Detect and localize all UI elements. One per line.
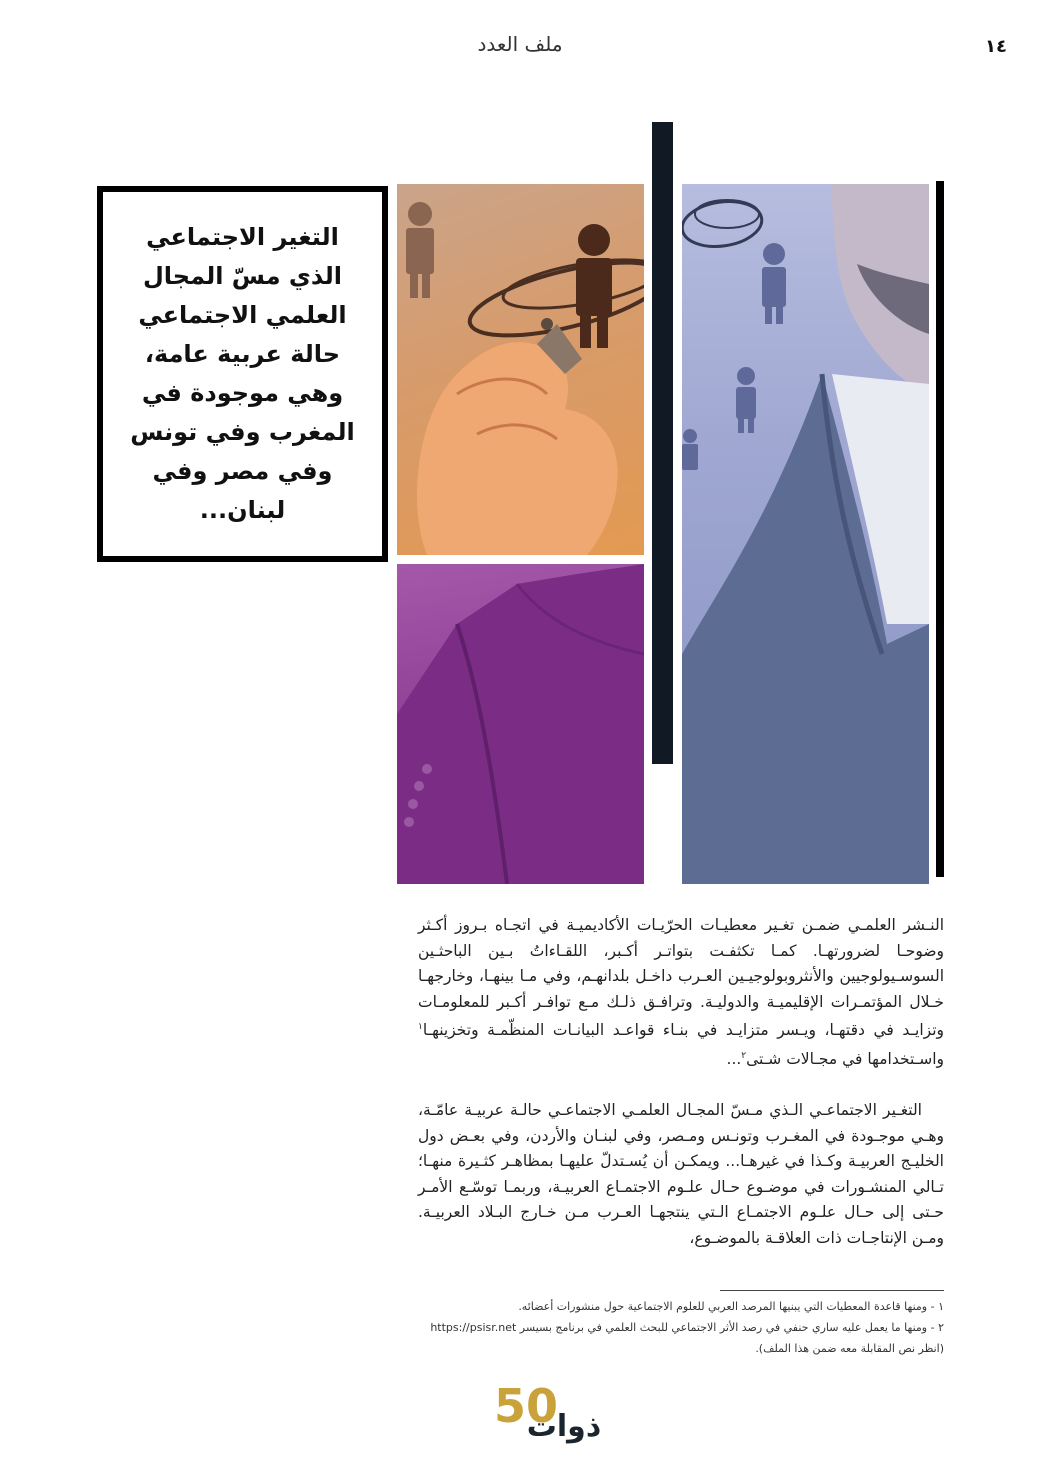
logo-number: 50 <box>494 1379 559 1433</box>
section-title: ملف العدد <box>477 32 563 56</box>
paragraph-1-text: النـشر العلمـي ضمـن تغـير معطيـات الحرّيـات الأكاديميـة في اتجـاه بـروز أكـثر وضوحـا لضرورتهـا. كمـا تكثفـت بتواتـر أكـبر، اللقـاءاتُ بـين الباحثـين السوسـيولوجيين والأنثروبولوجيـين العـرب داخـل بلدانهـم، وفي مـا بينهـا، وخارجهـا خـلال المؤتمـرات الإقليميـة والدوليـة. وترافـق ذلـك مـع توافـر أكـبر للمعلومـات وتزايـد في دقتهـا، ويـسر متزايـد في بنـاء قواعـد البيانـات المنظّمـة وتخزينهـا <box>418 916 944 1040</box>
jacket-torso-photo <box>397 564 644 884</box>
footnote-2: ٢ - ومنها ما يعمل عليه ساري حنفي في رصد الأثر الاجتماعي للبحث العلمي في برنامج بسيسر https://psisr.net <box>430 1321 944 1334</box>
pull-quote-box <box>97 186 388 562</box>
paragraph-2: التغـير الاجتماعـي الـذي مـسّ المجـال العلمـي الاجتماعـي حالـة عربيـة عامّـة، وهـي موجـودة في المغـرب وتونـس ومـصر، وفي لبنـان والأردن، وفي بعـض دول الخليـج العربيـة وكـذا في غيرهـا... ويمكـن أن يُسـتدلّ عليهـا بمظاهـر كثـيرة منهـا؛ تـالي المنشـورات في موضـوع حـال علـوم الاجتمـاع العربيـة، وربمـا توسّـع الأمـر حـتى إلى حـال علـوم الاجتمـاع الـتي ينتجهـا العـرب مـن خـارج البـلاد العربيـة. ومـن الإنتاجـات ذات العلاقـة بالموضـوع، <box>418 1101 944 1247</box>
footnote-ref-2: ٢ <box>741 1050 747 1061</box>
right-edge-bar <box>936 181 944 877</box>
footnote-rule <box>720 1290 944 1291</box>
paragraph-1-end: ... <box>726 1049 742 1068</box>
footnote-2-continuation: (انظر نص المقابلة معه ضمن هذا الملف). <box>755 1342 944 1355</box>
paragraph-1 <box>418 913 944 1072</box>
footnotes <box>418 1296 944 1359</box>
logo-wordmark: ذوات <box>526 1409 602 1444</box>
page-number: ١٤ <box>985 36 1007 57</box>
footnote-1: ١ - ومنها قاعدة المعطيات التي يبنيها المرصد العربي للعلوم الاجتماعية حول منشورات أعضائه. <box>518 1300 944 1313</box>
footnote-ref-1: ١ <box>418 1022 423 1032</box>
businessman-photo <box>682 184 929 884</box>
article-body <box>418 913 944 1277</box>
pull-quote-text: التغير الاجتماعي الذي مسّ المجال العلمي الاجتماعي حالة عربية عامة، وهي موجودة في المغرب وفي تونس وفي مصر وفي لبنان... <box>130 223 355 524</box>
dhawat-logo <box>468 1378 608 1450</box>
paragraph-1-middle: واسـتخدامها في مجـالات شـتى <box>746 1049 944 1068</box>
vertical-divider-bar <box>652 122 673 764</box>
hand-drawing-photo <box>397 184 644 555</box>
